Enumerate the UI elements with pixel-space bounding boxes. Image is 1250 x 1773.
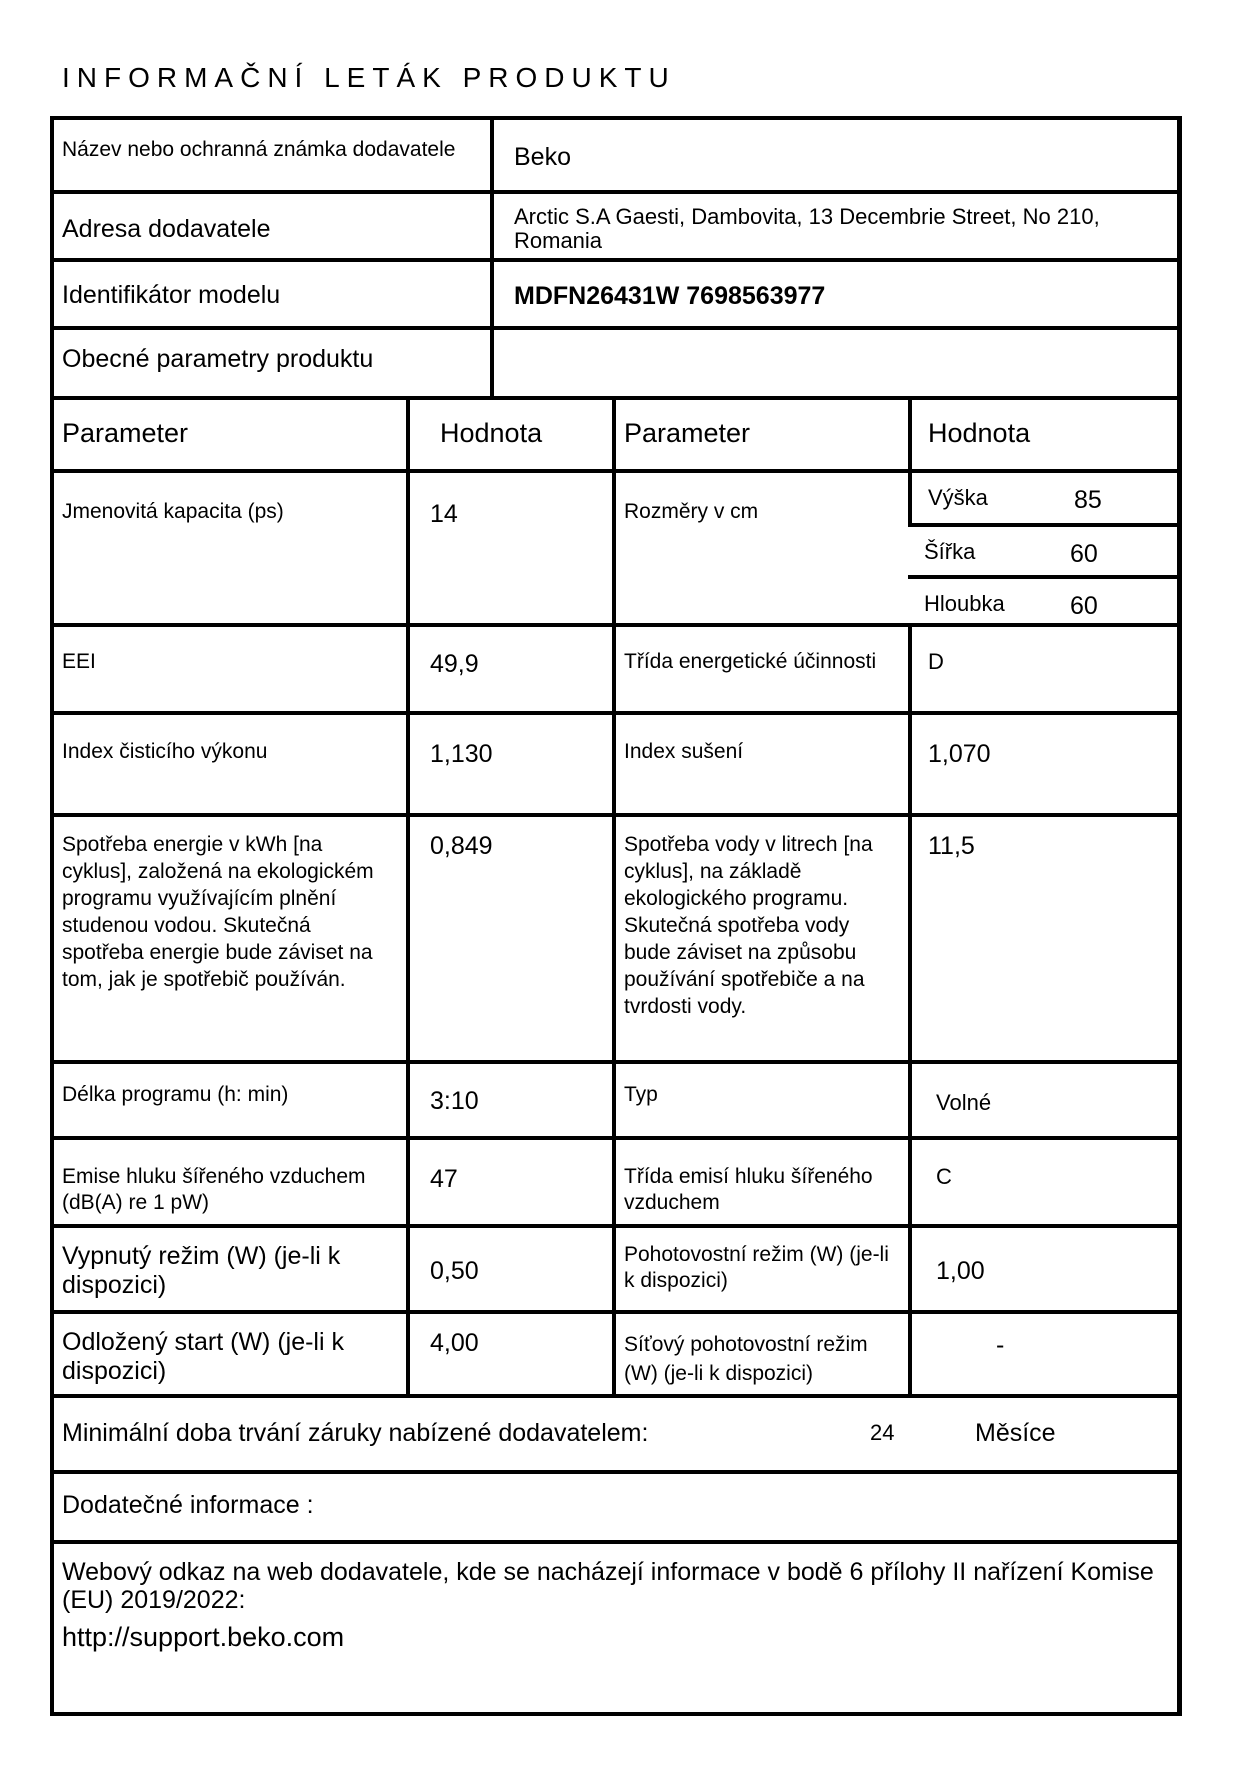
header-value: Hodnota: [440, 418, 543, 448]
cleaning-index-label-cell: [50, 711, 406, 813]
standby-mode-value: 1,00: [936, 1257, 985, 1285]
delayed-start-value: 4,00: [430, 1329, 479, 1357]
delayed-start-label: Odložený start (W) (je-li k dispozici): [62, 1328, 344, 1385]
noise-class-label: Třída emisí hluku šířeného vzduchem: [624, 1165, 873, 1214]
noise-emission-label-cell: [50, 1136, 406, 1224]
energy-consumption-value-cell: [406, 813, 612, 1060]
energy-class-value-cell: [908, 623, 1182, 711]
dimension-height-cell: [908, 469, 1182, 523]
off-mode-value-cell: [406, 1224, 612, 1310]
cleaning-index-value: 1,130: [430, 740, 493, 768]
header-value-2: Hodnota: [928, 418, 1031, 448]
program-duration-value: 3:10: [430, 1087, 479, 1115]
noise-emission-value: 47: [430, 1165, 458, 1193]
network-standby-label-cell: [612, 1310, 908, 1394]
energy-class-value: D: [928, 649, 944, 674]
header-parameter-cell: [50, 396, 406, 469]
warranty-label: Minimální doba trvání záruky nabízené dodavatelem:: [62, 1419, 649, 1447]
header-value2-cell: [908, 396, 1182, 469]
network-standby-value-cell: [908, 1310, 1182, 1394]
program-duration-value-cell: [406, 1060, 612, 1136]
drying-index-label: Index sušení: [624, 740, 744, 763]
general-parameters-value-cell: [490, 326, 1182, 396]
supplier-name-value: Beko: [514, 143, 571, 171]
weblink-cell: [50, 1540, 1182, 1712]
network-standby-label: Síťový pohotovostní režim (W) (je-li k dispozici): [624, 1333, 868, 1385]
type-label: Typ: [624, 1083, 658, 1106]
water-consumption-label: Spotřeba vody v litrech [na cyklus], na základě ekologického programu. Skutečná spotřeba vody bude záviset na způsobu používání spotřebiče a na tvrdosti vody.: [624, 833, 873, 1018]
supplier-name-label: Název nebo ochranná známka dodavatele: [62, 138, 456, 161]
energy-consumption-label: Spotřeba energie v kWh [na cyklus], založená na ekologickém programu využívajícím plnění studenou vodou. Skutečná spotřeba energie bude záviset na tom, jak je spotřebič používán.: [62, 833, 374, 991]
additional-info-label: Dodatečné informace :: [62, 1491, 314, 1519]
energy-class-label-cell: [612, 623, 908, 711]
capacity-label: Jmenovitá kapacita (ps): [62, 500, 284, 523]
dimension-height-value: 85: [1074, 486, 1102, 514]
supplier-address-value: Arctic S.A Gaesti, Dambovita, 13 Decembrie Street, No 210, Romania: [514, 204, 1100, 253]
standby-mode-value-cell: [908, 1224, 1182, 1310]
type-value-cell: [908, 1060, 1182, 1136]
dimension-height-label: Výška: [928, 485, 988, 510]
model-identifier-value-cell: [490, 258, 1182, 326]
header-value-cell: [406, 396, 612, 469]
type-value: Volné: [936, 1090, 992, 1115]
dimensions-label-cell: [612, 469, 908, 623]
model-identifier-label: Identifikátor modelu: [62, 281, 281, 309]
capacity-label-cell: [50, 469, 406, 623]
supplier-name-value-cell: [490, 116, 1182, 190]
capacity-value-cell: [406, 469, 612, 623]
energy-consumption-label-cell: [50, 813, 406, 1060]
product-info-sheet: [50, 116, 1182, 1716]
warranty-value: 24: [870, 1420, 895, 1445]
noise-emission-value-cell: [406, 1136, 612, 1224]
eei-value-cell: [406, 623, 612, 711]
header-parameter-2: Parameter: [624, 418, 751, 448]
cleaning-index-label: Index čisticího výkonu: [62, 740, 268, 763]
off-mode-value: 0,50: [430, 1257, 479, 1285]
water-consumption-value-cell: [908, 813, 1182, 1060]
supplier-address-value-cell: [490, 190, 1182, 258]
eei-value: 49,9: [430, 650, 479, 678]
delayed-start-value-cell: [406, 1310, 612, 1394]
cleaning-index-value-cell: [406, 711, 612, 813]
noise-class-label-cell: [612, 1136, 908, 1224]
dimension-depth-cell: [908, 575, 1182, 623]
off-mode-label-cell: [50, 1224, 406, 1310]
model-identifier-label-cell: [50, 258, 490, 326]
warranty-cell: [50, 1394, 1182, 1470]
noise-class-value-cell: [908, 1136, 1182, 1224]
header-parameter2-cell: [612, 396, 908, 469]
program-duration-label-cell: [50, 1060, 406, 1136]
dimension-depth-label: Hloubka: [924, 591, 1005, 616]
additional-info-cell: [50, 1470, 1182, 1540]
support-link[interactable]: http://support.beko.com: [62, 1622, 345, 1652]
page-title: INFORMAČNÍ LETÁK PRODUKTU: [62, 62, 676, 93]
general-parameters-label: Obecné parametry produktu: [62, 345, 374, 373]
eei-label: EEI: [62, 650, 96, 673]
drying-index-value-cell: [908, 711, 1182, 813]
water-consumption-value: 11,5: [928, 832, 975, 860]
general-parameters-label-cell: [50, 326, 490, 396]
dimension-depth-value: 60: [1070, 592, 1098, 620]
dimension-width-value: 60: [1070, 540, 1098, 568]
energy-class-label: Třída energetické účinnosti: [624, 650, 877, 673]
supplier-address-label-cell: [50, 190, 490, 258]
delayed-start-label-cell: [50, 1310, 406, 1394]
warranty-unit: Měsíce: [975, 1419, 1056, 1447]
noise-emission-label: Emise hluku šířeného vzduchem (dB(A) re 1 pW): [62, 1165, 366, 1214]
energy-consumption-value: 0,849: [430, 832, 493, 860]
header-parameter: Parameter: [62, 418, 189, 448]
water-consumption-label-cell: [612, 813, 908, 1060]
dimension-width-label: Šířka: [924, 539, 976, 564]
supplier-address-label: Adresa dodavatele: [62, 215, 271, 243]
off-mode-label: Vypnutý režim (W) (je-li k dispozici): [62, 1242, 341, 1299]
type-label-cell: [612, 1060, 908, 1136]
dimension-width-cell: [908, 523, 1182, 575]
model-identifier-value: MDFN26431W 7698563977: [514, 282, 826, 310]
standby-mode-label-cell: [612, 1224, 908, 1310]
drying-index-value: 1,070: [928, 740, 991, 768]
weblink-text: Webový odkaz na web dodavatele, kde se nacházejí informace v bodě 6 přílohy II nařízení Komise (EU) 2019/2022:: [62, 1558, 1154, 1614]
supplier-name-label-cell: [50, 116, 490, 190]
network-standby-value: -: [996, 1331, 1005, 1359]
capacity-value: 14: [430, 500, 458, 528]
eei-label-cell: [50, 623, 406, 711]
standby-mode-label: Pohotovostní režim (W) (je-li k dispozici): [624, 1243, 889, 1292]
dimensions-label: Rozměry v cm: [624, 500, 759, 523]
program-duration-label: Délka programu (h: min): [62, 1083, 289, 1106]
noise-class-value: C: [936, 1164, 952, 1189]
drying-index-label-cell: [612, 711, 908, 813]
